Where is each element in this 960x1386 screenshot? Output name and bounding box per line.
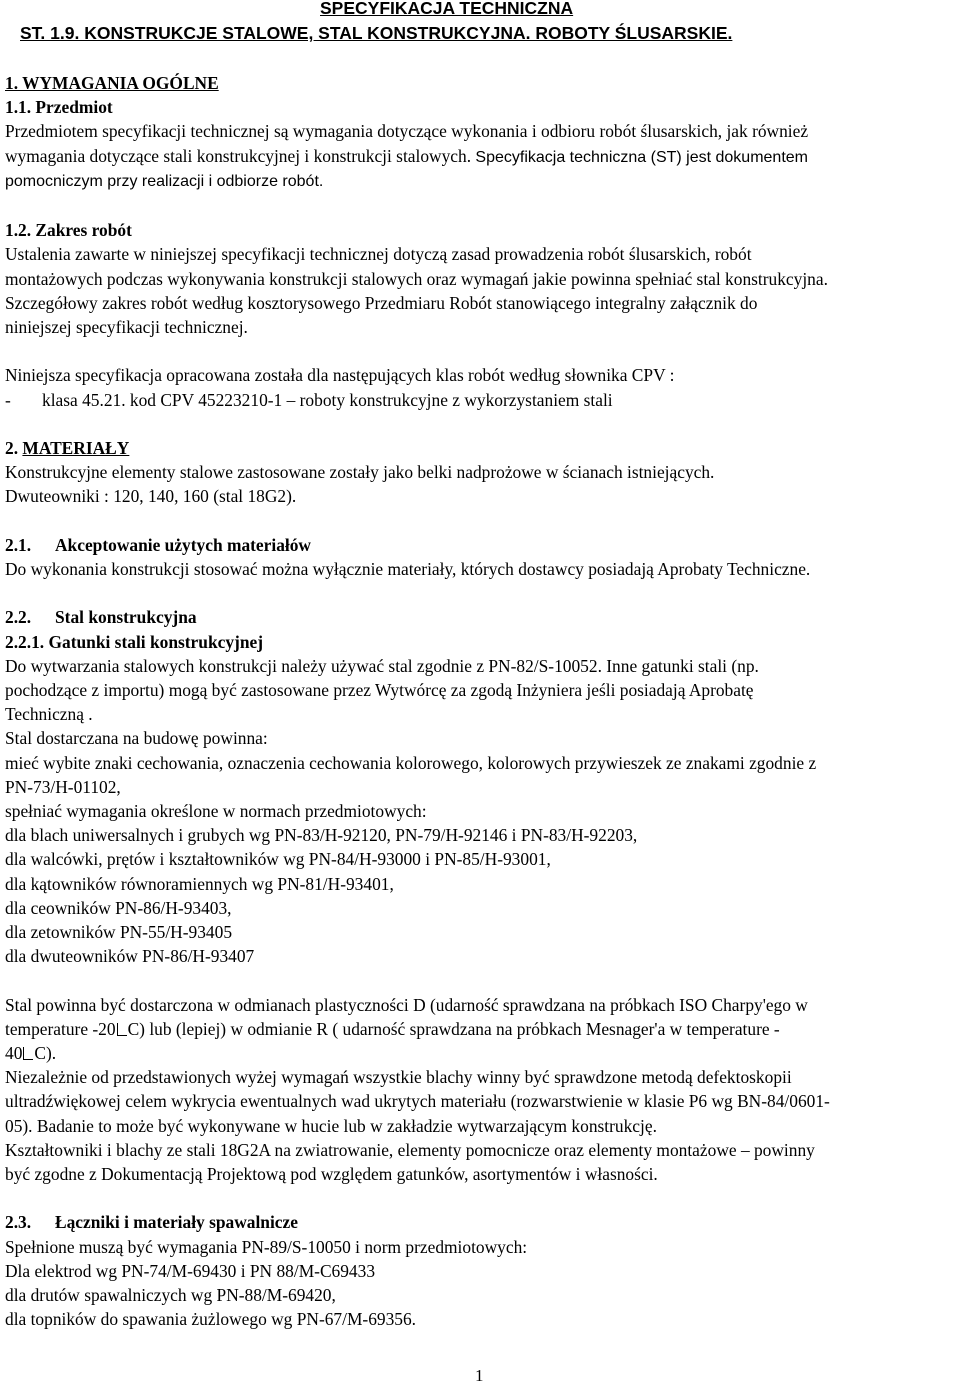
paragraph-line: Szczegółowy zakres robót według kosztorysowego Przedmiaru Robót stanowiącego integralny załącznik do [5,292,758,313]
section-1-1-heading: 1.1. Przedmiot [5,97,113,118]
paragraph-line: Do wykonania konstrukcji stosować można wyłącznie materiały, których dostawcy posiadają Aprobaty Techniczne. [5,559,811,579]
paragraph-line: ultradźwiękowej celem wykrycia ewentualnych wad ukrytych materiału (rozwarstwienie w klasie P6 wg BN-84/0601- [5,1091,830,1112]
paragraph-line-mixed [5,144,955,170]
section-2-2-heading [5,605,955,629]
paragraph-line: spełniać wymagania określone w normach przedmiotowych: [5,801,427,822]
section-2-1-heading [5,533,955,557]
paragraph-text: C). [34,1043,57,1064]
paragraph-line: Spełnione muszą być wymagania PN-89/S-10050 i norm przedmiotowych: [5,1236,528,1257]
section-title: Łączniki i materiały spawalnicze [55,1212,298,1233]
cpv-item [5,388,955,412]
section-1-2-heading: 1.2. Zakres robót [5,220,132,241]
paragraph-line: Przedmiotem specyfikacji technicznej są wymagania dotyczące wykonania i odbioru robót ślusarskich, jak również [5,121,809,142]
paragraph-line: dla dwuteowników PN-86/H-93407 [5,946,255,967]
degree-symbol-icon [23,1047,33,1060]
document-subtitle: ST. 1.9. KONSTRUKCJE STALOWE, STAL KONSTRUKCYJNA. ROBOTY ŚLUSARSKIE. [20,23,733,43]
paragraph-line: dla zetowników PN-55/H-93405 [5,922,233,943]
section-1-heading: 1. WYMAGANIA OGÓLNE [5,73,219,93]
paragraph-line: dla drutów spawalniczych wg PN-88/M-69420, [5,1285,336,1306]
paragraph-text: 40 [5,1043,23,1064]
paragraph-line: PN-73/H-01102, [5,776,121,797]
paragraph-line: niniejszej specyfikacji technicznej. [5,317,248,338]
paragraph-line: Do wytwarzania stalowych konstrukcji należy używać stal zgodnie z PN-82/S-10052. Inne gatunki stali (np. [5,655,759,676]
section-2-3-heading [5,1210,955,1234]
paragraph-line: dla topników do spawania żużlowego wg PN-67/M-69356. [5,1309,417,1330]
section-2-number: 2. [5,438,19,458]
paragraph-line: Kształtowniki i blachy ze stali 18G2A na zwiatrowanie, elementy pomocnicze oraz elementy montażowe – powinny [5,1139,815,1160]
section-number: 2.3. [5,1212,32,1233]
paragraph-line: Dla elektrod wg PN-74/M-69430 i PN 88/M-C69433 [5,1260,376,1281]
cpv-intro: Niniejsza specyfikacja opracowana została dla następujących klas robót według słownika CPV : [5,365,675,386]
section-2-2-1-heading: 2.2.1. Gatunki stali konstrukcyjnej [5,631,263,652]
paragraph-line: Ustalenia zawarte w niniejszej specyfikacji technicznej dotyczą zasad prowadzenia robót ślusarskich, robót [5,244,752,265]
paragraph-line: dla blach uniwersalnych i grubych wg PN-83/H-92120, PN-79/H-92146 i PN-83/H-92203, [5,825,638,846]
section-title: Stal konstrukcyjna [55,607,197,628]
paragraph-line: Niezależnie od przedstawionych wyżej wymagań wszystkie blachy winny być sprawdzone metodą defektoskopii [5,1067,792,1088]
paragraph-line: dla kątowników równoramiennych wg PN-81/H-93401, [5,873,394,894]
section-2-title: MATERIAŁY [22,438,130,458]
list-dash: - [5,389,11,410]
section-title: Akceptowanie użytych materiałów [55,534,311,555]
paragraph-line: Stal powinna być dostarczona w odmianach plastyczności D (udarność sprawdzana na próbkach ISO Charpy'ego w [5,994,808,1015]
paragraph-line: wymagania dotyczące stali konstrukcyjnej i konstrukcji stalowych. [5,145,472,166]
paragraph-line: Konstrukcyjne elementy stalowe zastosowane zostały jako belki nadprożowe w ścianach istniejących. [5,462,715,483]
paragraph-text: C) lub (lepiej) w odmianie R ( udarność sprawdzana na próbkach Mesnager'a w temperature - [127,1018,780,1039]
paragraph-line-temperature [5,1041,955,1065]
paragraph-line: mieć wybite znaki cechowania, oznaczenia cechowania kolorowego, kolorowych przywieszek ze znakami zgodnie z [5,752,817,773]
paragraph-sans-text: Specyfikacja techniczna (ST) jest dokumentem [475,148,808,166]
paragraph-sans-text: pomocniczym przy realizacji i odbiorze robót. [5,172,324,190]
degree-symbol-icon [117,1023,127,1036]
paragraph-line: Dwuteowniki : 120, 140, 160 (stal 18G2). [5,486,297,507]
paragraph-line: pochodzące z importu) mogą być zastosowane przez Wytwórcę za zgodą Inżyniera jeśli posiadają Aprobatę [5,680,754,700]
paragraph-text: temperature -20 [5,1018,116,1039]
paragraph-line: być zgodne z Dokumentacją Projektową pod względem gatunków, asortymentów i własności. [5,1164,658,1185]
page-number: 1 [475,1366,484,1385]
document-body [5,71,955,1331]
paragraph-line: dla walcówki, prętów i kształtowników wg PN-84/H-93000 i PN-85/H-93001, [5,849,551,870]
paragraph-line: dla ceowników PN-86/H-93403, [5,897,232,918]
paragraph-line: 05). Badanie to może być wykonywane w hucie lub w zakładzie wytwarzającym konstrukcję. [5,1115,657,1136]
paragraph-line: montażowych podczas wykonywania konstrukcji stalowych oraz wymagań jakie powinna spełniać stal konstrukcyjna. [5,268,828,289]
paragraph-line-temperature [5,1017,955,1041]
document-title: SPECYFIKACJA TECHNICZNA [320,0,574,18]
paragraph-line: Techniczną . [5,704,93,725]
cpv-item-text: klasa 45.21. kod CPV 45223210-1 – roboty konstrukcyjne z wykorzystaniem stali [42,389,613,410]
section-number: 2.2. [5,607,32,628]
section-number: 2.1. [5,534,32,555]
section-2-heading [5,436,955,460]
paragraph-line: Stal dostarczana na budowę powinna: [5,728,268,749]
